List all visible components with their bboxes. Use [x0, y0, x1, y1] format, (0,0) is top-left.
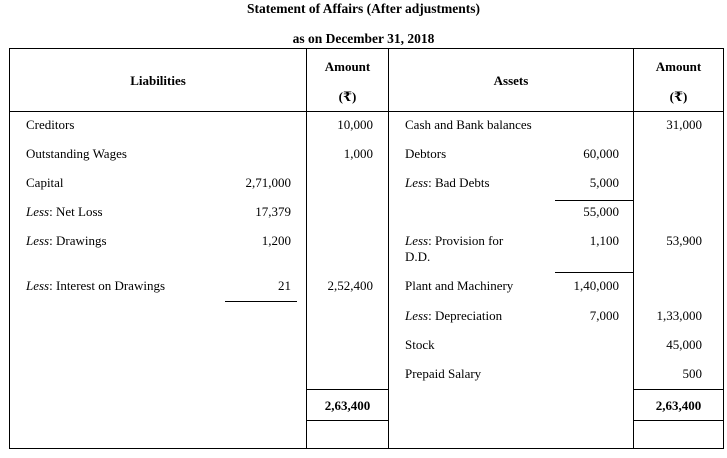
capital-net-amount: 2,52,400 [327, 278, 373, 293]
debtors-net-sub: 55,000 [583, 204, 619, 219]
creditors-label: Creditors [26, 117, 75, 132]
capital-label: Capital [26, 175, 64, 190]
capital-sub: 2,71,000 [245, 175, 291, 190]
assets-currency-header: (₹) [669, 89, 688, 104]
plant-sub: 1,40,000 [573, 278, 619, 293]
liabilities-amount-header: Amount [324, 59, 371, 74]
assets-amount-header: Amount [655, 59, 702, 74]
drawings-label: Less: Drawings [26, 233, 107, 248]
debtors-sub: 60,000 [583, 146, 619, 161]
assets-header: Assets [493, 73, 529, 88]
outstanding-wages-label: Outstanding Wages [26, 146, 127, 161]
provision-sub: 1,100 [589, 233, 619, 248]
debtors-net-amount: 53,900 [666, 233, 702, 248]
net-loss-label: Less: Net Loss [26, 204, 103, 219]
liabilities-currency-header: (₹) [338, 89, 357, 104]
assets-total: 2,63,400 [655, 398, 702, 413]
liabilities-total: 2,63,400 [324, 398, 371, 413]
cash-bank-label: Cash and Bank balances [405, 117, 532, 132]
drawings-sub: 1,200 [261, 233, 291, 248]
interest-on-drawings-label: Less: Interest on Drawings [26, 278, 166, 293]
plant-label: Plant and Machinery [405, 278, 514, 293]
net-loss-sub: 17,379 [255, 204, 291, 219]
liabilities-header: Liabilities [130, 73, 186, 88]
creditors-amount: 10,000 [337, 117, 373, 132]
stock-amount: 45,000 [666, 337, 702, 352]
stock-label: Stock [405, 337, 435, 352]
depreciation-sub: 7,000 [589, 308, 619, 323]
bad-debts-label: Less: Bad Debts [405, 175, 490, 190]
debtors-label: Debtors [405, 146, 447, 161]
prepaid-salary-label: Prepaid Salary [405, 366, 482, 381]
bad-debts-sub: 5,000 [589, 175, 619, 190]
interest-on-drawings-sub: 21 [278, 278, 291, 293]
cash-bank-amount: 31,000 [666, 117, 702, 132]
statement-title: Statement of Affairs (After adjustments) [247, 1, 480, 16]
depreciation-label: Less: Depreciation [405, 308, 503, 323]
plant-net-amount: 1,33,000 [656, 308, 702, 323]
outstanding-wages-amount: 1,000 [343, 146, 373, 161]
prepaid-salary-amount: 500 [682, 366, 702, 381]
statement-subtitle: as on December 31, 2018 [292, 31, 435, 46]
provision-label: Less: Provision for D.D. [405, 233, 504, 264]
